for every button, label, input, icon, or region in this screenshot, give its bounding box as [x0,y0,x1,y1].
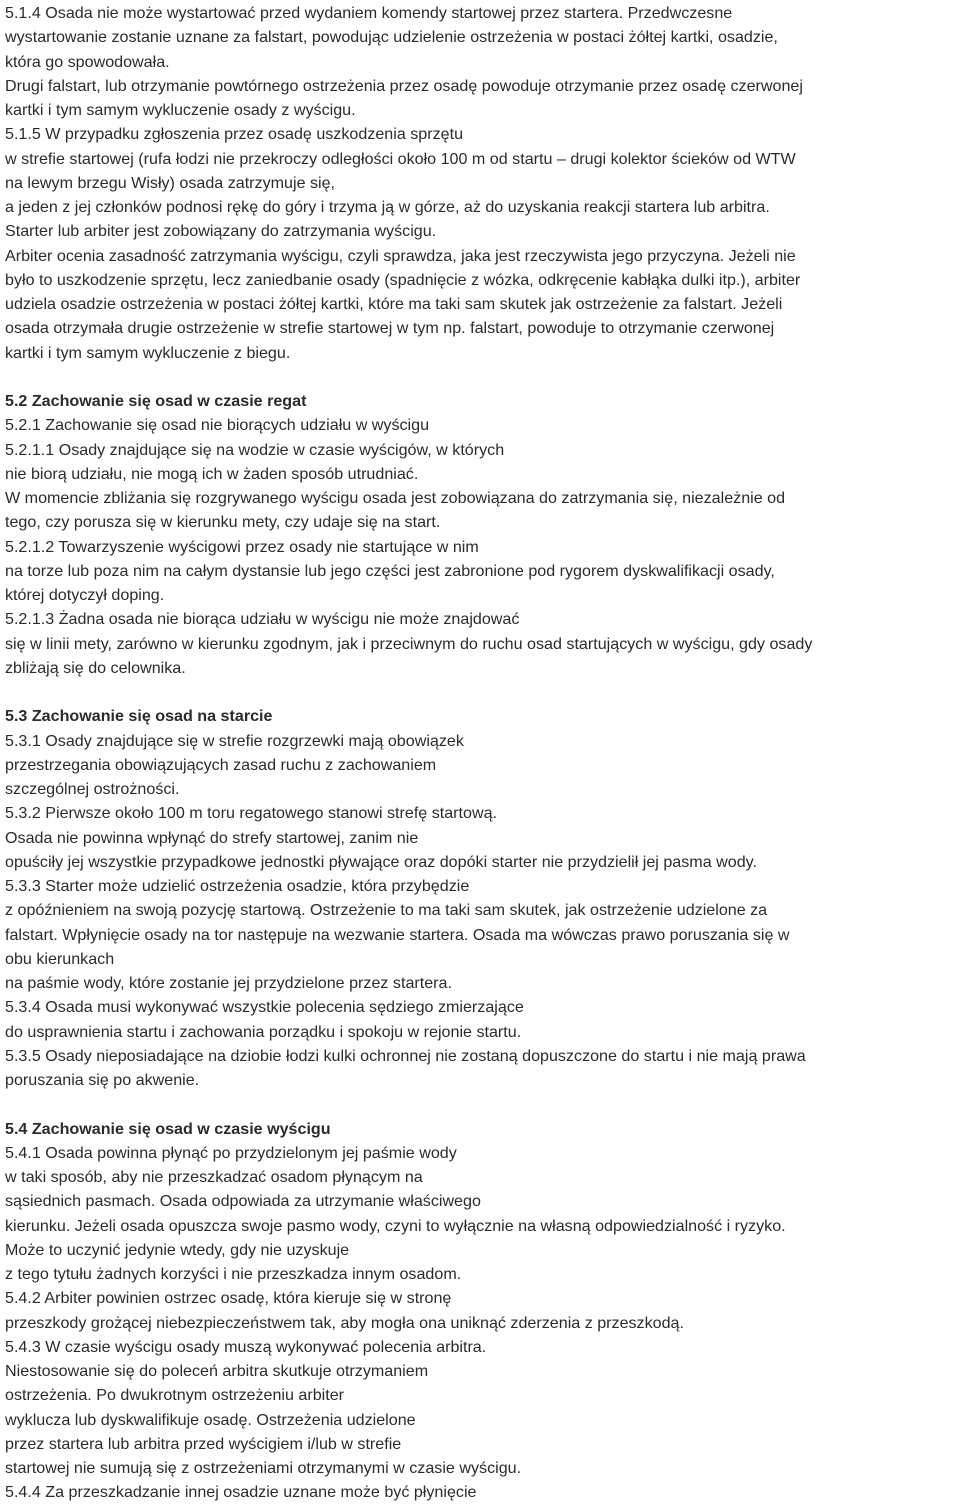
text-line: 5.2.1.2 Towarzyszenie wyścigowi przez osady nie startujące w nim [5,537,479,556]
text-line: z tego tytułu żadnych korzyści i nie przeszkadza innym osadom. [5,1265,462,1283]
text-line: 5.4.2 Arbiter powinien ostrzec osadę, która kieruje się w stronę [5,1289,452,1308]
text-line: 5.4.3 W czasie wyścigu osady muszą wykonywać polecenia arbitra. [5,1337,487,1356]
section-heading: 5.4 Zachowanie się osad w czasie wyścigu [5,1119,331,1138]
text-line: ostrzeżenia. Po dwukrotnym ostrzeżeniu arbiter [5,1386,345,1405]
text-line: na lewym brzegu Wisły) osada zatrzymuje się, [5,173,336,192]
text-line: 5.3.3 Starter może udzielić ostrzeżenia osadzie, która przybędzie [5,877,470,895]
text-line: 5.2.1.3 Żadna osada nie biorąca udziału w wyścigu nie może znajdować [5,610,520,629]
text-line: 5.3.2 Pierwsze około 100 m toru regatowego stanowi strefę startową. [5,804,498,823]
text-line: na paśmie wody, które zostanie jej przydzielone przez startera. [5,974,452,992]
text-line: szczególnej ostrożności. [5,780,180,798]
section-heading: 5.2 Zachowanie się osad w czasie regat [5,392,307,410]
text-line: 5.1.4 Osada nie może wystartować przed wydaniem komendy startowej przez startera. Przedwczesne [5,4,733,22]
section-heading: 5.3 Zachowanie się osad na starcie [5,707,273,726]
text-line: na torze lub poza nim na całym dystansie lub jego części jest zabronione pod rygorem dyskwalifikacji osady, [5,561,775,580]
text-line: udziela osadzie ostrzeżenia w postaci żółtej kartki, które ma taki sam skutek jak ostrzeżenie za falstart. Jeżeli [5,295,783,313]
text-line: z opóźnieniem na swoją pozycję startową. Ostrzeżenie to ma taki sam skutek, jak ostrzeżenie udzielone za [5,901,768,920]
text-line: opuściły jej wszystkie przypadkowe jednostki pływające oraz dopóki starter nie przydzielił jej pasma wody. [5,852,757,871]
text-line: tego, czy porusza się w kierunku mety, czy udaje się na start. [5,513,441,532]
text-line: 5.3.5 Osady nieposiadające na dziobie łodzi kulki ochronnej nie zostaną dopuszczone do startu i nie mają prawa [5,1046,806,1065]
paragraph-gap [5,365,960,389]
text-line: 5.1.5 W przypadku zgłoszenia przez osadę uszkodzenia sprzętu [5,125,464,144]
text-line: 5.2.1.1 Osady znajdujące się na wodzie w czasie wyścigów, w których [5,440,505,459]
text-line: startowej nie sumują się z ostrzeżeniami otrzymanymi w czasie wyścigu. [5,1459,522,1477]
text-line: przeszkody grożącej niebezpieczeństwem tak, aby mogła ona uniknąć zderzenia z przeszkodą. [5,1313,684,1332]
text-line: której dotyczył doping. [5,586,165,604]
text-line: nie biorą udziału, nie mogą ich w żaden sposób utrudniać. [5,464,419,483]
text-line: falstart. Wpłynięcie osady na tor następuje na wezwanie startera. Osada ma wówczas prawo poruszania się w [5,925,790,944]
text-line: osada otrzymała drugie ostrzeżenie w strefie startowej w tym np. falstart, powoduje to otrzymanie czerwonej [5,319,775,338]
text-line: 5.3.1 Osady znajdujące się w strefie rozgrzewki mają obowiązek [5,731,464,750]
text-line: przestrzegania obowiązujących zasad ruchu z zachowaniem [5,755,437,774]
text-line: kartki i tym samym wykluczenie osady z wyścigu. [5,101,356,119]
text-line: 5.3.4 Osada musi wykonywać wszystkie polecenia sędziego zmierzające [5,998,524,1017]
text-line: Starter lub arbiter jest zobowiązany do zatrzymania wyścigu. [5,222,437,241]
text-line: zbliżają się do celownika. [5,658,186,677]
text-line: Osada nie powinna wpłynąć do strefy startowej, zanim nie [5,828,419,847]
text-line: Drugi falstart, lub otrzymanie powtórnego ostrzeżenia przez osadę powoduje otrzymanie przez osadę czerwonej [5,76,803,95]
text-line: do usprawnienia startu i zachowania porządku i spokoju w rejonie startu. [5,1022,522,1041]
text-line: poruszania się po akwenie. [5,1071,200,1089]
text-line: W momencie zbliżania się rozgrywanego wyścigu osada jest zobowiązana do zatrzymania się, niezależnie od [5,489,786,507]
text-line: sąsiednich pasmach. Osada odpowiada za utrzymanie właściwego [5,1192,481,1211]
text-line: kartki i tym samym wykluczenie z biegu. [5,343,291,362]
text-line: się w linii mety, zarówno w kierunku zgodnym, jak i przeciwnym do ruchu osad startujących w wyścigu, gdy osady [5,634,813,653]
text-line: obu kierunkach [5,949,115,968]
text-line: w strefie startowej (rufa łodzi nie przekroczy odległości około 100 m od startu – drugi kolektor ścieków od WTW [5,149,796,168]
text-line: wystartowanie zostanie uznane za falstart, powodując udzielenie ostrzeżenia w postaci żółtej kartki, osadzie, [5,28,778,47]
text-line: w taki sposób, aby nie przeszkadzać osadom płynącym na [5,1168,423,1186]
text-line: wyklucza lub dyskwalifikuje osadę. Ostrzeżenia udzielone [5,1410,416,1429]
text-line: Arbiter ocenia zasadność zatrzymania wyścigu, czyli sprawdza, jaka jest rzeczywista jego przyczyna. Jeżeli nie [5,246,796,265]
text-line: a jeden z jej członków podnosi rękę do góry i trzyma ją w górze, aż do uzyskania reakcji startera lub arbitra. [5,198,770,216]
paragraph-gap [5,680,960,704]
text-line: kierunku. Jeżeli osada opuszcza swoje pasmo wody, czyni to wyłącznie na własną odpowiedzialność i ryzyko. [5,1216,786,1235]
paragraph-gap [5,1092,960,1116]
text-line: było to uszkodzenie sprzętu, lecz zaniedbanie osady (spadnięcie z wózka, odkręcenie kabłąka dulki itp.), arbiter [5,270,801,289]
text-line: która go spowodowała. [5,52,170,71]
text-line: 5.4.1 Osada powinna płynąć po przydzielonym jej paśmie wody [5,1143,457,1162]
text-line: 5.4.4 Za przeszkadzanie innej osadzie uznane może być płynięcie [5,1483,477,1502]
text-line: przez startera lub arbitra przed wyścigiem i/lub w strefie [5,1434,402,1453]
text-line: 5.2.1 Zachowanie się osad nie biorących udziału w wyścigu [5,416,430,435]
text-line: Może to uczynić jedynie wtedy, gdy nie uzyskuje [5,1240,350,1259]
text-line: Niestosowanie się do poleceń arbitra skutkuje otrzymaniem [5,1362,429,1380]
